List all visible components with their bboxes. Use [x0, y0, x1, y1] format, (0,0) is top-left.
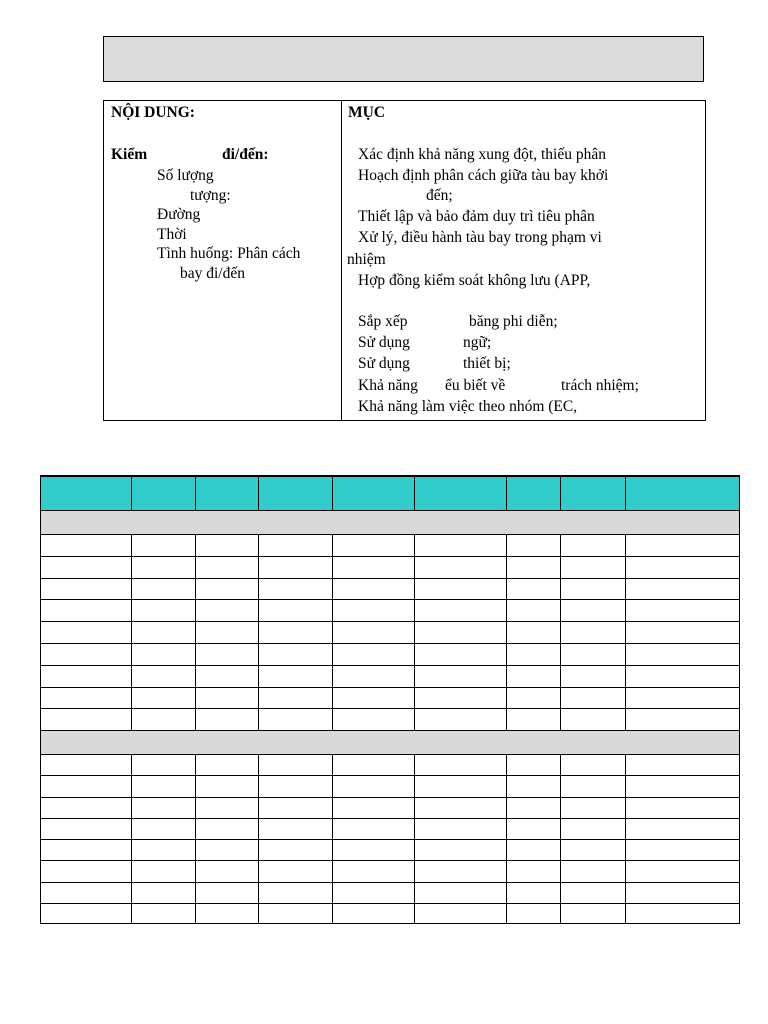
table-row-line — [40, 708, 740, 709]
left-item-1: Số lượng — [157, 167, 214, 184]
right-line-9a: Khả năng — [358, 377, 418, 394]
table-section-row — [41, 731, 739, 754]
table-row-line — [40, 643, 740, 644]
table-column-line — [131, 475, 132, 924]
table-row-line — [40, 903, 740, 904]
right-line-9b: ểu biết về — [445, 377, 506, 394]
left-line-a-2: đi/đến: — [222, 146, 269, 163]
table-row-line — [40, 882, 740, 883]
table-row-line — [40, 754, 740, 755]
table-header — [40, 475, 740, 510]
table-row-line — [40, 775, 740, 776]
left-item-4: Tình huống: Phân cách — [157, 245, 301, 262]
table-row-line — [40, 923, 740, 924]
table-row-line — [40, 818, 740, 819]
content-box — [103, 100, 706, 421]
right-line-2b: đến; — [426, 187, 453, 204]
right-heading: MỤC — [348, 104, 386, 121]
column-divider — [341, 101, 342, 420]
table-row-line — [40, 578, 740, 579]
left-item-3: Thời — [157, 226, 187, 243]
right-line-1: Xác định khả năng xung đột, thiếu phân — [358, 146, 606, 163]
table-row-line — [40, 475, 740, 477]
table-column-line — [40, 475, 41, 924]
table-row-line — [40, 839, 740, 840]
left-item-4b: bay đi/đến — [180, 265, 245, 282]
right-line-5: Hợp đồng kiểm soát không lưu (APP, — [358, 272, 591, 289]
right-line-2: Hoạch định phân cách giữa tàu bay khởi — [358, 167, 609, 184]
table-column-line — [195, 475, 196, 924]
table-row-line — [40, 860, 740, 861]
table-column-line — [414, 475, 415, 924]
right-line-4: Xử lý, điều hành tàu bay trong phạm vi — [358, 229, 602, 246]
table-section-row — [41, 511, 739, 534]
table-column-line — [258, 475, 259, 924]
right-line-8b: thiết bị; — [463, 355, 511, 372]
right-line-4b: nhiệm — [347, 251, 386, 268]
table-row-line — [40, 556, 740, 557]
right-line-8a: Sử dụng — [358, 355, 410, 372]
title-bar — [103, 36, 704, 82]
table-column-line — [506, 475, 507, 924]
table-row-line — [40, 687, 740, 688]
left-line-a-1: Kiểm — [111, 146, 148, 163]
table-row-line — [40, 534, 740, 535]
right-line-6b: băng phi diễn; — [469, 313, 558, 330]
left-heading: NỘI DUNG: — [111, 104, 195, 121]
right-line-3: Thiết lập và bảo đảm duy trì tiêu phân — [358, 208, 595, 225]
table-column-line — [332, 475, 333, 924]
right-line-6a: Sắp xếp — [358, 313, 408, 330]
data-table — [40, 475, 740, 924]
table-row-line — [40, 599, 740, 600]
right-line-9c: trách nhiệm; — [561, 377, 639, 394]
left-item-1b: tượng: — [190, 187, 231, 204]
table-column-line — [739, 475, 740, 924]
right-line-10: Khả năng làm việc theo nhóm (EC, — [358, 398, 578, 415]
left-item-2: Đường — [157, 206, 201, 223]
right-line-7a: Sử dụng — [358, 334, 410, 351]
table-row-line — [40, 797, 740, 798]
table-column-line — [560, 475, 561, 924]
table-column-line — [625, 475, 626, 924]
right-line-7b: ngữ; — [463, 334, 492, 351]
table-row-line — [40, 665, 740, 666]
table-row-line — [40, 621, 740, 622]
